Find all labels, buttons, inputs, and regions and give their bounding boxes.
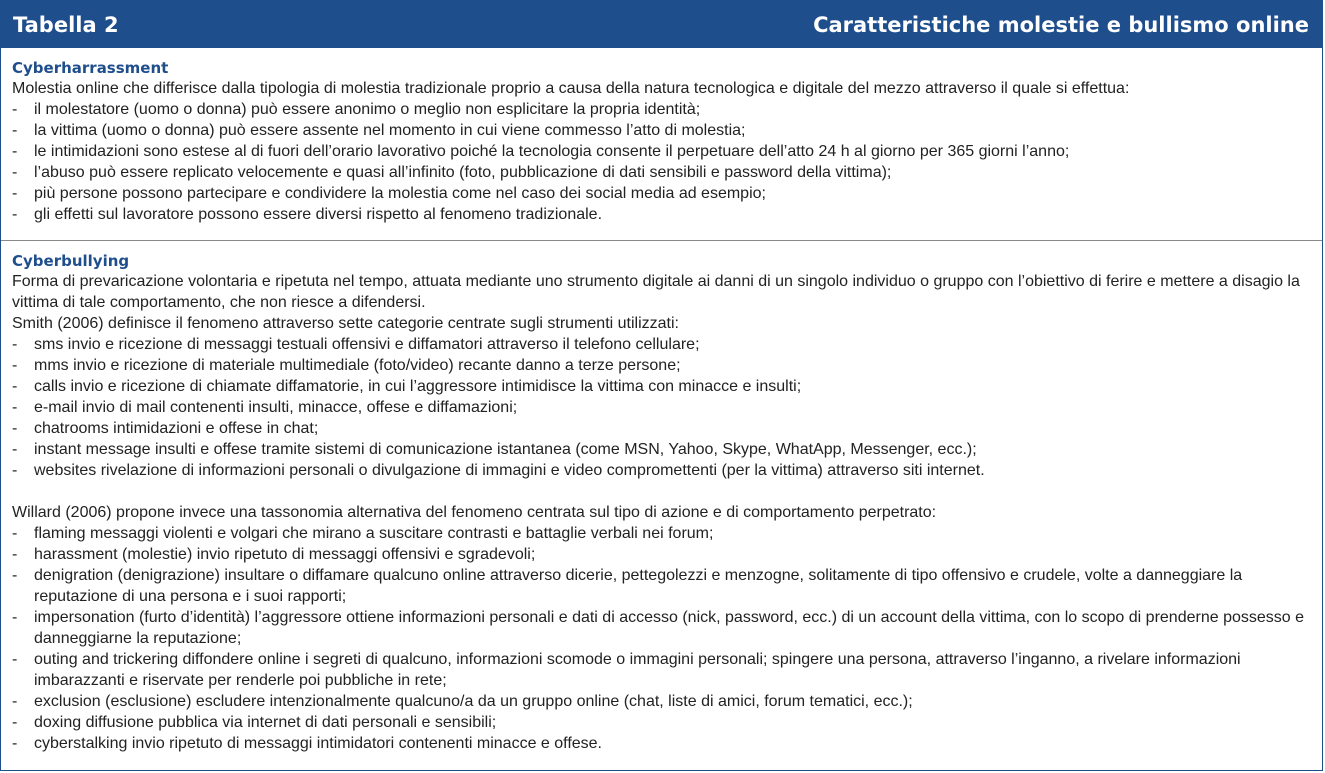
section-title: Cyberbullying — [12, 252, 130, 270]
list-item: - flaming messaggi violenti e volgari che mirano a suscitare contrasti e battaglie verbali nei forum; — [12, 523, 1312, 544]
section-intro: Forma di prevaricazione volontaria e ripetuta nel tempo, attuata mediante uno strumento digitale ai danni di un singolo individuo o gruppo con l’obiettivo di ferire e mettere a disagio la vittima di tale comportamento, che non riesce a difendersi. — [12, 273, 1300, 311]
list-item: - doxing diffusione pubblica via internet di dati personali e sensibili; — [12, 712, 1312, 733]
section-cyberharassment — [1, 48, 1322, 241]
list-item: - calls invio e ricezione di chiamate diffamatorie, in cui l’aggressore intimidisce la vittima con minacce e insulti; — [12, 376, 1312, 397]
list-item: - mms invio e ricezione di materiale multimediale (foto/video) recante danno a terze persone; — [12, 355, 1312, 376]
list-item: - cyberstalking invio ripetuto di messaggi intimidatori contenenti minacce e offese. — [12, 733, 1312, 754]
list-item: - le intimidazioni sono estese al di fuori dell’orario lavorativo poiché la tecnologia consente il perpetuare dell’atto 24 h al giorno per 365 giorni l’anno; — [12, 141, 1312, 162]
table-label: Tabella 2 — [13, 12, 119, 37]
willard-intro: Willard (2006) propone invece una tassonomia alternativa del fenomeno centrata sul tipo di azione e di comportamento perpetrato: — [12, 504, 937, 521]
section-title: Cyberharrassment — [12, 59, 169, 77]
willard-list — [12, 523, 1312, 754]
table-header — [1, 1, 1322, 48]
list-item: - denigration (denigrazione) insultare o diffamare qualcuno online attraverso dicerie, pettegolezzi e menzogne, solitamente di tipo offensivo e crudele, volte a danneggiare la reputazione di una persona e i suoi rapporti; — [12, 565, 1312, 607]
list-item: - websites rivelazione di informazioni personali o divulgazione di immagini e video compromettenti (per la vittima) attraverso siti internet. — [12, 460, 1312, 481]
list-item: - instant message insulti e offese tramite sistemi di comunicazione istantanea (come MSN, Yahoo, Skype, WhatApp, Messenger, ecc.); — [12, 439, 1312, 460]
list-item: - più persone possono partecipare e condividere la molestia come nel caso dei social media ad esempio; — [12, 183, 1312, 204]
table-title: Caratteristiche molestie e bullismo online — [813, 12, 1309, 37]
spacer — [12, 481, 1312, 502]
list-item: - impersonation (furto d’identità) l’aggressore ottiene informazioni personali e dati di accesso (nick, password, ecc.) di un account della vittima, con lo scopo di prenderne possesso e danneggiarne la reputazione; — [12, 607, 1312, 649]
section-intro: Molestia online che differisce dalla tipologia di molestia tradizionale proprio a causa della natura tecnologica e digitale del mezzo attraverso il quale si effettua: — [12, 80, 1130, 97]
harassment-list — [12, 99, 1312, 225]
list-item: - chatrooms intimidazioni e offese in chat; — [12, 418, 1312, 439]
list-item: - gli effetti sul lavoratore possono essere diversi rispetto al fenomeno tradizionale. — [12, 204, 1312, 225]
list-item: - e-mail invio di mail contenenti insulti, minacce, offese e diffamazioni; — [12, 397, 1312, 418]
list-item: - exclusion (esclusione) escludere intenzionalmente qualcuno/a da un gruppo online (chat, liste di amici, forum tematici, ecc.); — [12, 691, 1312, 712]
list-item: - l’abuso può essere replicato velocemente e quasi all’infinito (foto, pubblicazione di dati sensibili e password della vittima); — [12, 162, 1312, 183]
list-item: - il molestatore (uomo o donna) può essere anonimo o meglio non esplicitare la propria identità; — [12, 99, 1312, 120]
list-item: - la vittima (uomo o donna) può essere assente nel momento in cui viene commesso l’atto di molestia; — [12, 120, 1312, 141]
list-item: - harassment (molestie) invio ripetuto di messaggi offensivi e sgradevoli; — [12, 544, 1312, 565]
section-cyberbullying — [1, 241, 1322, 754]
list-item: - sms invio e ricezione di messaggi testuali offensivi e diffamatori attraverso il telefono cellulare; — [12, 334, 1312, 355]
list-item: - outing and trickering diffondere online i segreti di qualcuno, informazioni scomode o immagini personali; spingere una persona, attraverso l’inganno, a rivelare informazioni imbarazzanti e riservate per renderle poi pubbliche in rete; — [12, 649, 1312, 691]
smith-intro: Smith (2006) definisce il fenomeno attraverso sette categorie centrate sugli strumenti utilizzati: — [12, 315, 679, 332]
smith-list — [12, 334, 1312, 481]
